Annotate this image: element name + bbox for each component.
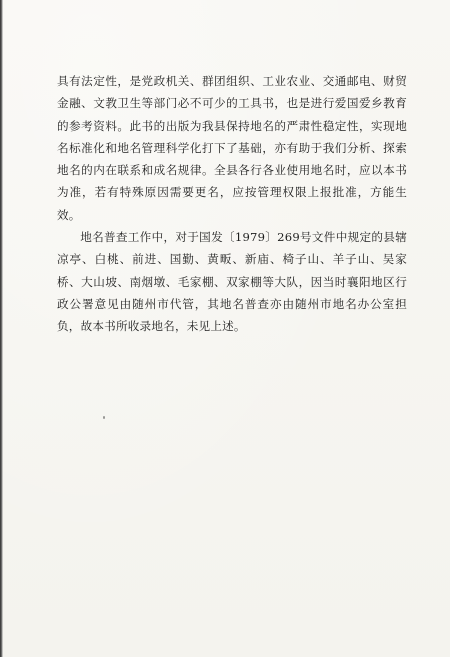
paragraph-1: 具有法定性，是党政机关、群团组织、工业农业、交通邮电、财贸金融、文教卫生等部门必不可少的工具书，也是进行爱国爱乡教育的参考资料。此书的出版为我县保持地名的严肃性稳定性，实现地名标准化和地名管理科学化打下了基础，亦有助于我们分析、探索地名的内在联系和成名规律。全县各行各业使用地名时，应以本书为准，若有特殊原因需要更名，应按管理权限上报批准，方能生效。 — [57, 74, 407, 222]
scan-edge-shadow — [0, 0, 3, 657]
scan-speck — [103, 416, 105, 419]
body-text — [57, 70, 407, 338]
paragraph-2: 地名普查工作中，对于国发〔1979〕269号文件中规定的县辖凉亭、白桃、前进、国勤、黄畈、新庙、椅子山、羊子山、吴家桥、大山坡、南烟墩、毛家棚、双家棚等大队，因当时襄阳地区行政公署意见由随州市代管，其地名普查亦由随州市地名办公室担负，故本书所收录地名，未见上述。 — [57, 230, 407, 334]
